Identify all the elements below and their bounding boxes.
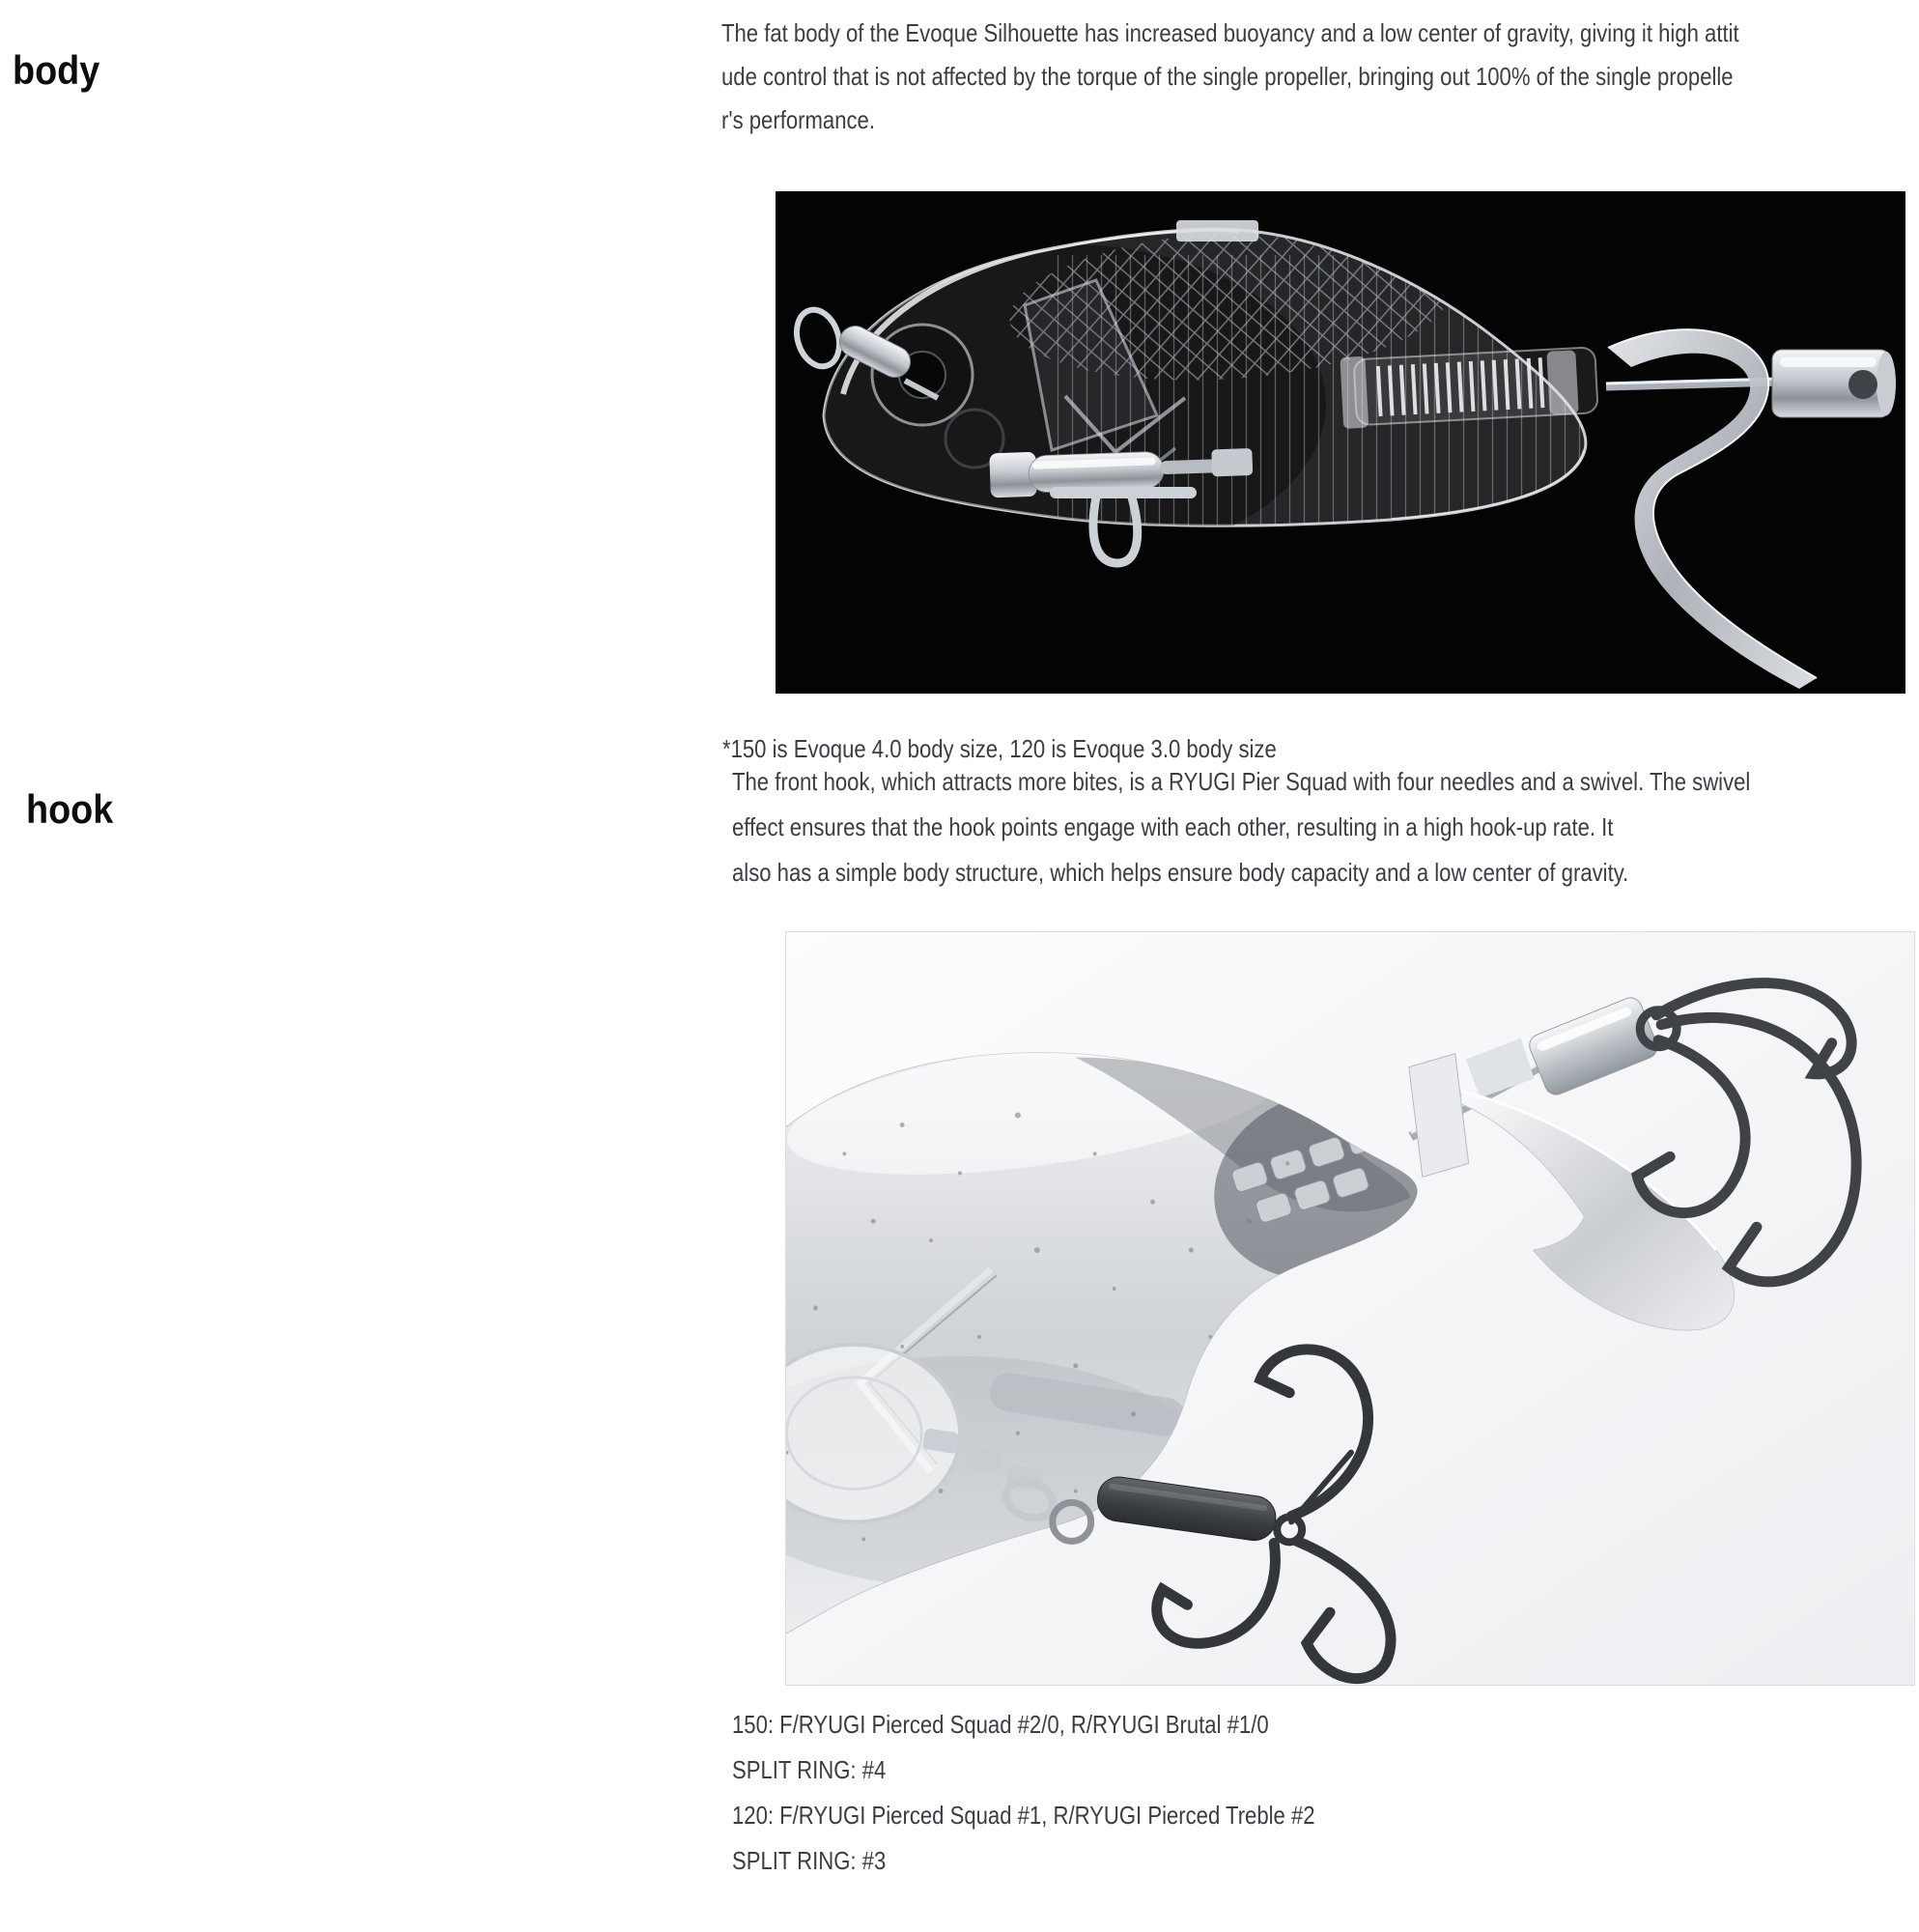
body-size-note: *150 is Evoque 4.0 body size, 120 is Evoque 3.0 body size — [722, 734, 1277, 763]
body-paragraph — [721, 12, 1739, 142]
hook-spec-line: 150: F/RYUGI Pierced Squad #2/0, R/RYUGI Brutal #1/0 — [732, 1710, 1269, 1739]
hook-spec-list — [732, 1702, 1315, 1884]
hook-paragraph — [732, 759, 1750, 895]
hook-spec-line: 120: F/RYUGI Pierced Squad #1, R/RYUGI Pierced Treble #2 — [732, 1801, 1315, 1830]
hook-paragraph-line: The front hook, which attracts more bites, is a RYUGI Pier Squad with four needles and a swivel. The swivel — [732, 767, 1751, 796]
hook-paragraph-line: effect ensures that the hook points engage with each other, resulting in a high hook-up rate. It — [732, 812, 1614, 841]
body-paragraph-line: The fat body of the Evoque Silhouette has increased buoyancy and a low center of gravity, giving it high attit — [721, 18, 1739, 47]
lure-body-internal-photo — [776, 191, 1905, 694]
hook-spec-line: SPLIT RING: #3 — [732, 1846, 887, 1875]
body-paragraph-line: r's performance. — [721, 105, 875, 134]
body-paragraph-line: ude control that is not affected by the torque of the single propeller, bringing out 100% of the single propelle — [721, 62, 1734, 91]
lure-hook-detail-photo — [785, 931, 1915, 1686]
lure-body-illustration — [776, 191, 1905, 694]
hook-paragraph-line: also has a simple body structure, which helps ensure body capacity and a low center of gravity. — [732, 858, 1629, 887]
hook-section-heading: hook — [26, 785, 114, 832]
hook-spec-line: SPLIT RING: #4 — [732, 1755, 887, 1784]
body-section-heading: body — [13, 46, 100, 93]
lure-hook-illustration — [786, 932, 1914, 1685]
rear-metal-cylinder — [1772, 350, 1896, 417]
top-hinge-notch — [1176, 220, 1258, 242]
